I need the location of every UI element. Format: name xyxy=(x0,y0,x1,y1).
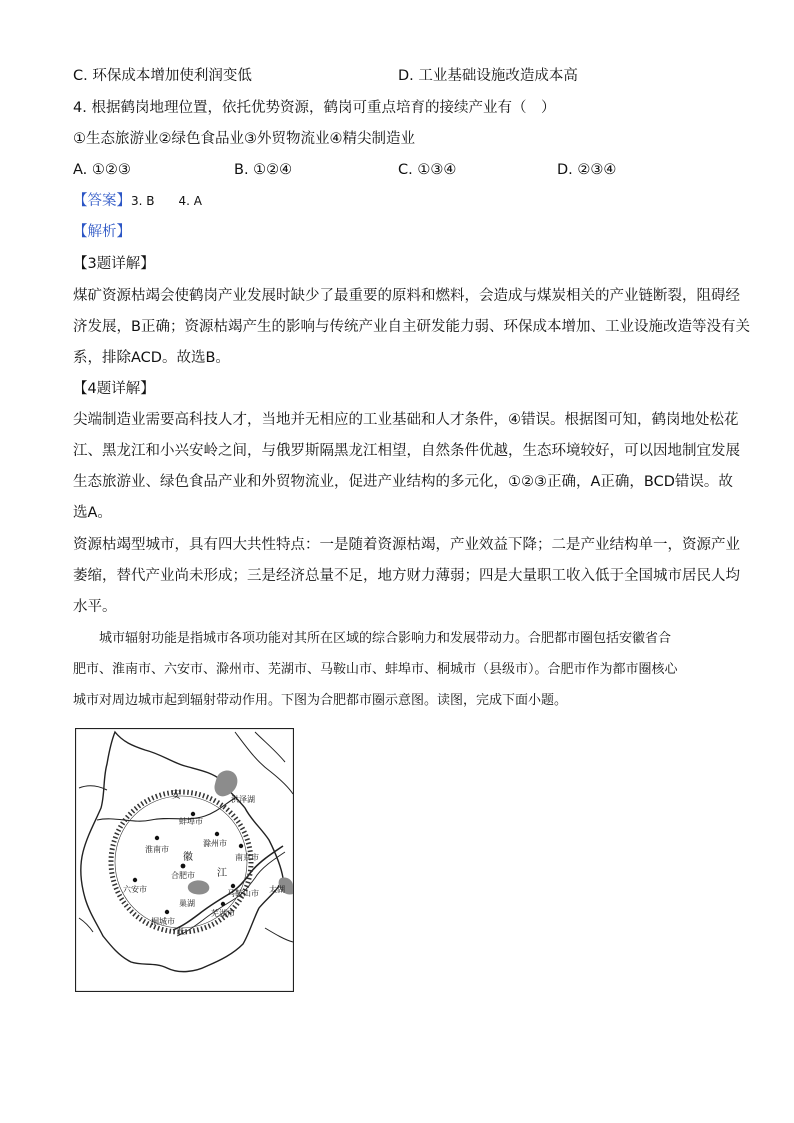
map-label-chaohu: 巢湖 xyxy=(179,899,195,908)
map-label-hongzehu: 洪泽湖 xyxy=(231,795,255,804)
q4-option-c: C. ①③④ xyxy=(398,162,457,178)
map-label-chang: 长 xyxy=(177,927,185,936)
map-label-hefei: 合肥市 xyxy=(171,871,195,880)
map-label-taihu: 太湖 xyxy=(269,885,285,894)
detail4-line: 生态旅游业、绿色食品产业和外贸物流业，促进产业结构的多元化，①②③正确，A正确，BCD错误。故 xyxy=(73,474,733,490)
q3-option-d: D. 工业基础设施改造成本高 xyxy=(398,68,578,84)
city-dot-hefei xyxy=(181,864,186,869)
map-label-maanshan: 马鞍山市 xyxy=(227,889,259,898)
detail4-line: 江、黑龙江和小兴安岭之间，与俄罗斯隔黑龙江相望，自然条件优越，生态环境较好，可以因地制宜发展 xyxy=(73,443,740,459)
map-label-jiang: 江 xyxy=(217,868,227,879)
detail3-heading: 【3题详解】 xyxy=(73,256,155,272)
map-label-huainan: 淮南市 xyxy=(145,845,169,854)
answer-line xyxy=(73,191,202,211)
map-label-chuzhou: 滁州市 xyxy=(203,839,227,848)
passage-line: 城市对周边城市起到辐射带动作用。下图为合肥都市圈示意图。读图，完成下面小题。 xyxy=(73,693,568,708)
city-dot-tongcheng xyxy=(165,910,169,914)
detail4-heading: 【4题详解】 xyxy=(73,381,155,397)
hefei-metro-map xyxy=(75,728,294,992)
q3-option-c: C. 环保成本增加使利润变低 xyxy=(73,68,252,84)
map-label-bengbu: 蚌埠市 xyxy=(179,817,203,826)
passage-line: 肥市、淮南市、六安市、滁州市、芜湖市、马鞍山市、蚌埠市、桐城市（县级市）。合肥市作为都市圈核心 xyxy=(73,662,678,677)
city-dot-luan xyxy=(133,878,137,882)
map-label-luan: 六安市 xyxy=(123,885,147,894)
detail3-line: 系，排除ACD。故选B。 xyxy=(73,350,230,366)
detail4-line: 水平。 xyxy=(73,599,117,615)
city-dot-maanshan xyxy=(231,884,235,888)
detail4-line: 萎缩，替代产业尚未形成；三是经济总量不足，地方财力薄弱；四是大量职工收入低于全国城市居民人均 xyxy=(73,568,740,584)
map-label-wuhu: 芜湖市 xyxy=(211,909,235,918)
city-dot-nanjing xyxy=(239,844,243,848)
answer-text: 3. B 4. A xyxy=(131,194,202,208)
analysis-tag: 【解析】 xyxy=(73,224,131,240)
city-dot-bengbu xyxy=(191,812,195,816)
detail3-line: 济发展，B正确；资源枯竭产生的影响与传统产业自主研发能力弱、环保成本增加、工业设施改造等没有关 xyxy=(73,319,750,335)
map-label-tongcheng: 桐城市 xyxy=(151,917,175,926)
city-dot-wuhu xyxy=(221,902,225,906)
answer-tag: 【答案】 xyxy=(73,193,131,209)
q4-stem: 4. 根据鹤岗地理位置，依托优势资源，鹤岗可重点培育的接续产业有（ ） xyxy=(73,100,556,116)
passage-line: 城市辐射功能是指城市各项功能对其所在区域的综合影响力和发展带动力。合肥都市圈包括安徽省合 xyxy=(73,631,672,646)
map-label-nanjing: 南京市 xyxy=(235,853,259,862)
detail4-line: 尖端制造业需要高科技人才，当地并无相应的工业基础和人才条件，④错误。根据图可知，鹤岗地处松花 xyxy=(73,412,739,428)
detail3-line: 煤矿资源枯竭会使鹤岗产业发展时缺少了最重要的原料和燃料，会造成与煤炭相关的产业链断裂，阻碍经 xyxy=(73,288,740,304)
map-label-an: 安 xyxy=(171,790,181,801)
q4-items: ①生态旅游业②绿色食品业③外贸物流业④精尖制造业 xyxy=(73,131,415,147)
city-dot-huainan xyxy=(155,836,159,840)
q4-option-d: D. ②③④ xyxy=(557,162,617,178)
detail4-line: 资源枯竭型城市，具有四大共性特点：一是随着资源枯竭，产业效益下降；二是产业结构单一，资源产业 xyxy=(73,537,740,553)
map-label-hui: 徽 xyxy=(183,852,193,863)
city-dot-chuzhou xyxy=(215,832,219,836)
chaohu-lake xyxy=(188,880,209,894)
detail4-line: 选A。 xyxy=(73,505,112,521)
q4-option-a: A. ①②③ xyxy=(73,162,131,178)
q4-option-b: B. ①②④ xyxy=(234,162,293,178)
